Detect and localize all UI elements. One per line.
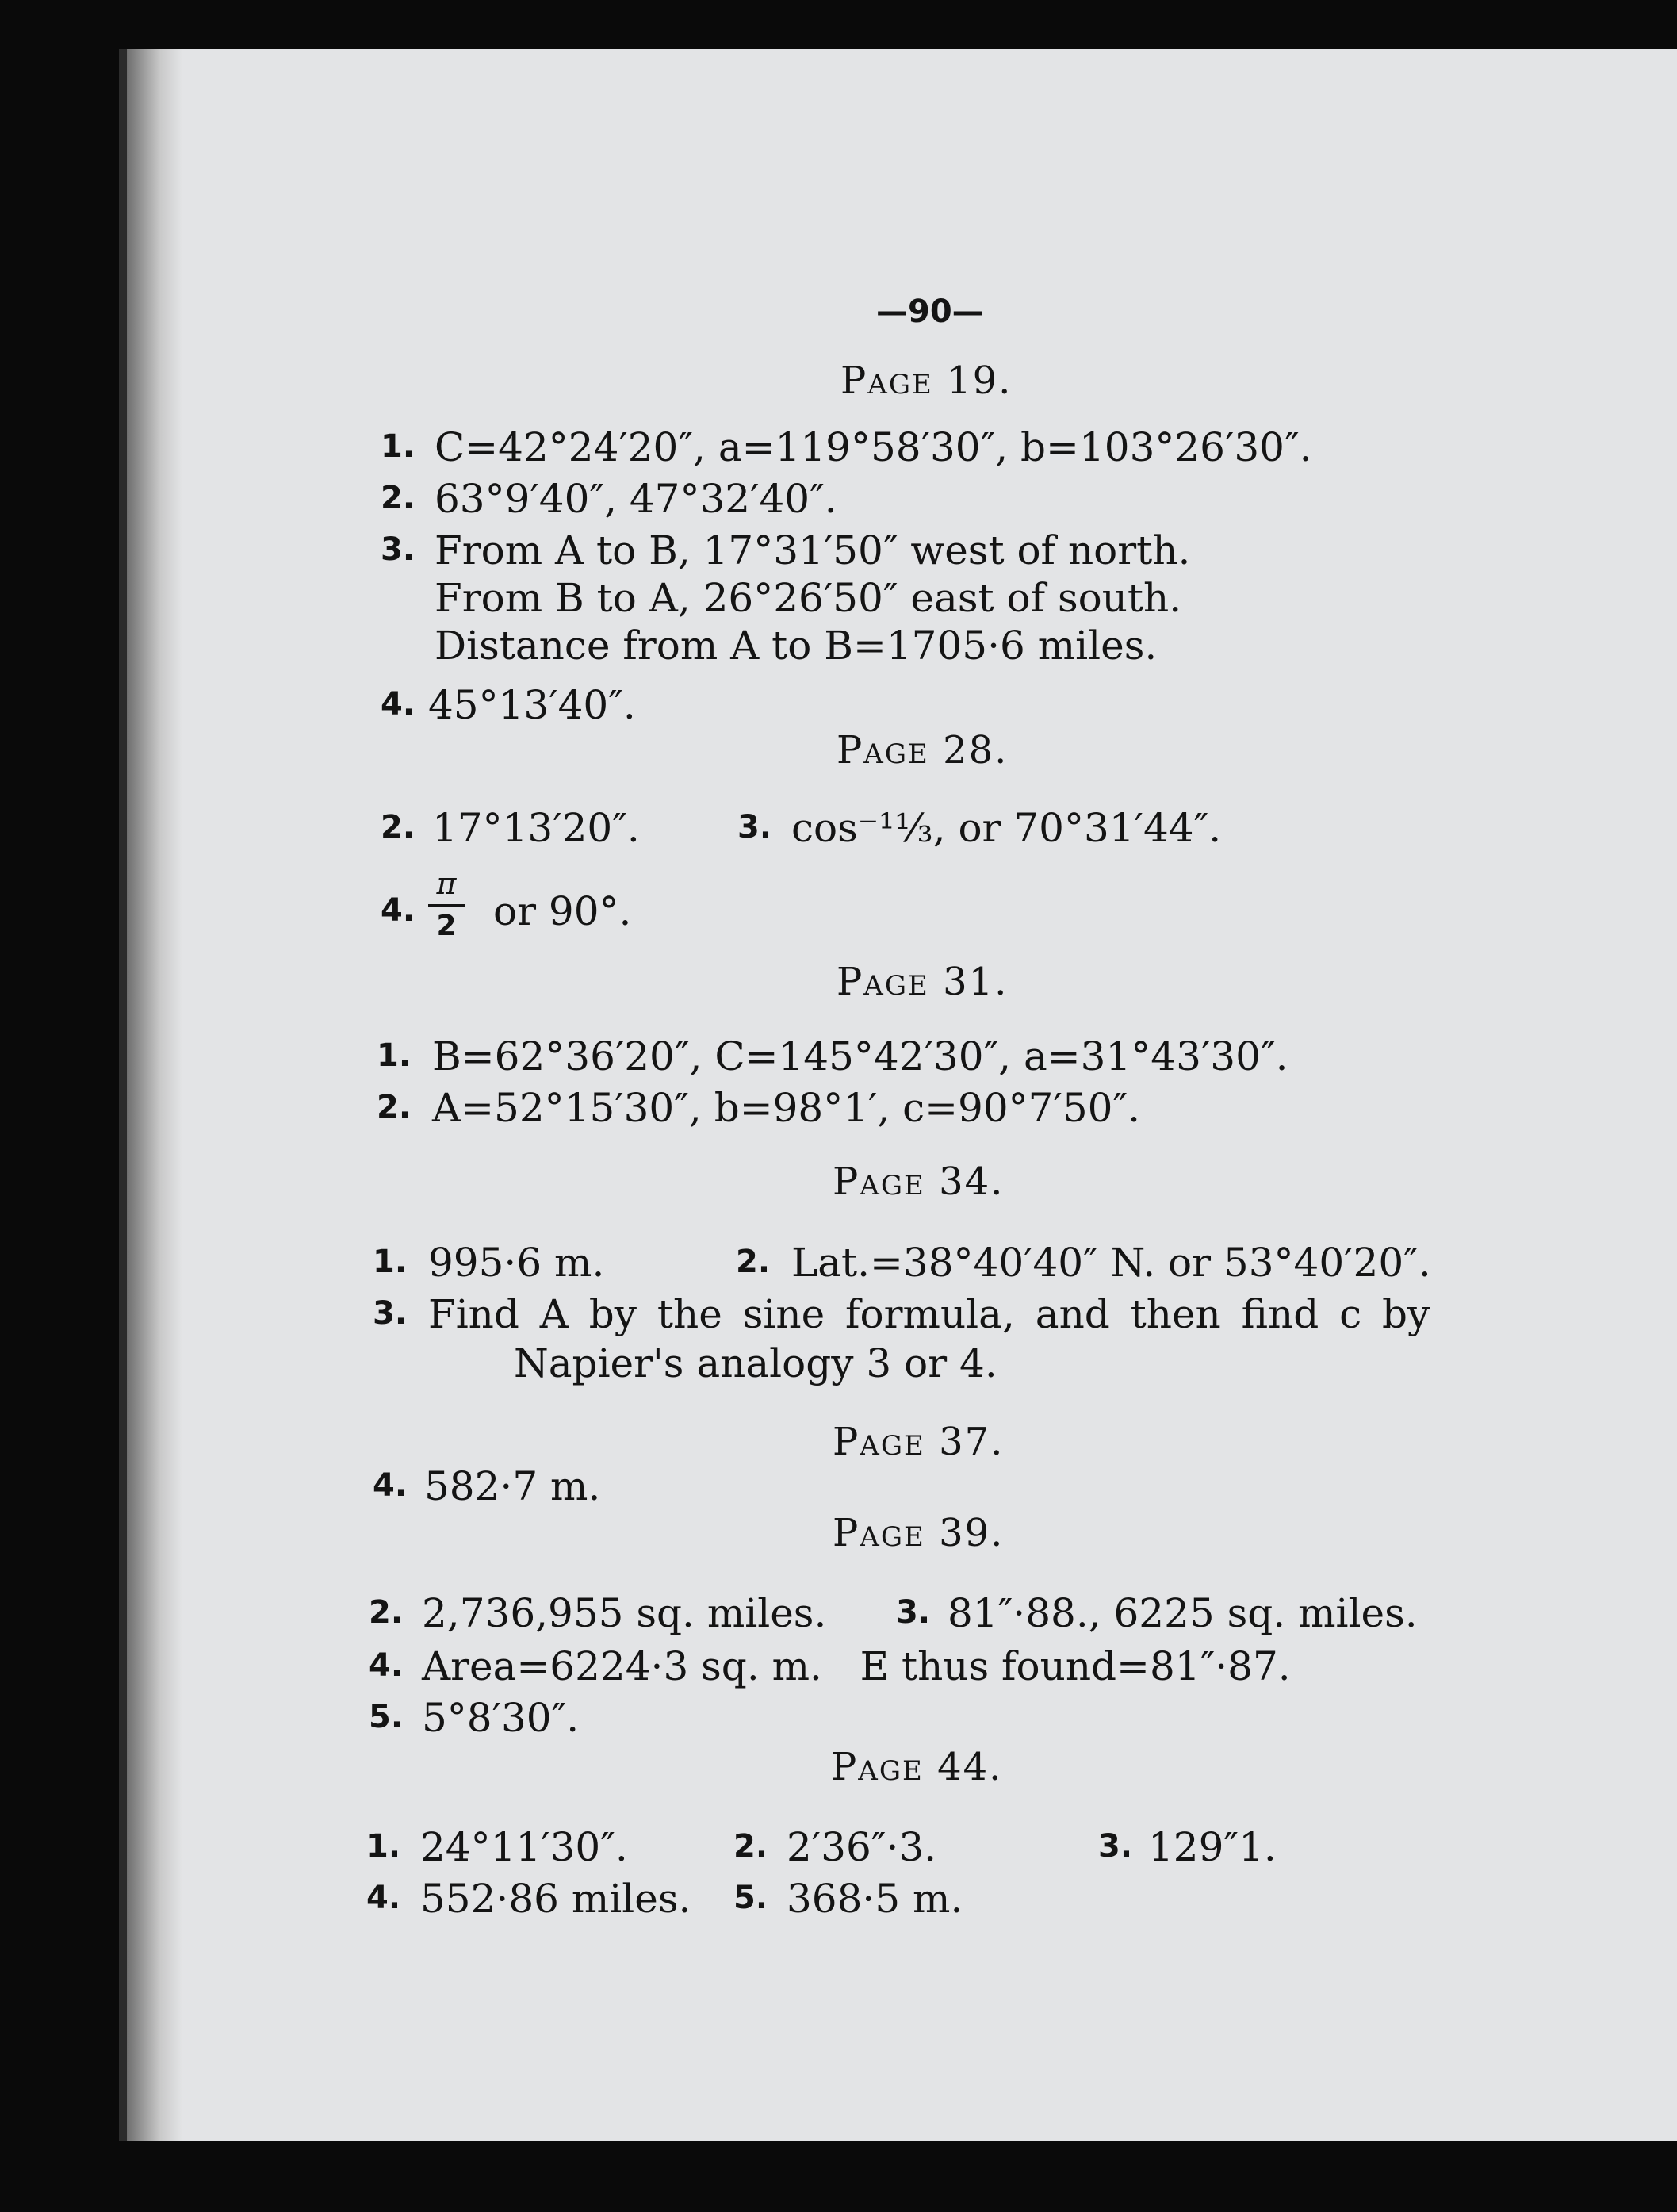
item-number: 3.	[737, 809, 772, 845]
section-heading-page-19: Page 19.	[840, 358, 1013, 403]
section-heading-page-28: Page 28.	[837, 728, 1009, 772]
answer-line: From B to A, 26°26′50″ east of south.	[435, 575, 1182, 621]
item-number: 5.	[733, 1880, 768, 1916]
answer-text: 2,736,955 sq. miles.	[422, 1590, 827, 1636]
section-heading-page-44: Page 44.	[831, 1745, 1003, 1789]
item-number: 4.	[369, 1647, 404, 1684]
item-number: 4.	[381, 892, 415, 929]
fraction-numerator: π	[436, 866, 457, 901]
answer-text: C=42°24′20″, a=119°58′30″, b=103°26′30″.	[435, 424, 1312, 470]
item-number: 4.	[381, 686, 415, 723]
section-heading-page-39: Page 39.	[833, 1511, 1005, 1555]
answer-text: 995·6 m.	[428, 1240, 605, 1286]
page-number: —90—	[876, 293, 984, 330]
answer-text: 582·7 m.	[424, 1463, 601, 1509]
answer-line: Find A by the sine formula, and then find c by	[428, 1291, 1430, 1337]
fraction	[428, 866, 465, 942]
answer-text: 24°11′30″.	[420, 1824, 628, 1870]
item-number: 3.	[373, 1295, 408, 1332]
item-number: 1.	[377, 1037, 412, 1074]
item-number: 1.	[373, 1244, 408, 1280]
answer-text: or 90°.	[493, 888, 632, 934]
item-number: 2.	[736, 1244, 771, 1280]
answer-text: 17°13′20″.	[432, 805, 640, 851]
answer-text: cos⁻¹⅓, or 70°31′44″.	[791, 805, 1222, 851]
answer-text: 81″·88., 6225 sq. miles.	[948, 1590, 1418, 1636]
section-heading-page-34: Page 34.	[833, 1160, 1005, 1204]
item-number: 2.	[381, 809, 415, 845]
item-number: 3.	[896, 1594, 931, 1631]
item-number: 2.	[377, 1089, 412, 1125]
item-number: 4.	[373, 1467, 408, 1504]
answer-text: 45°13′40″.	[428, 682, 636, 728]
answer-text: 552·86 miles.	[420, 1876, 691, 1922]
section-heading-page-37: Page 37.	[833, 1420, 1005, 1464]
answer-line: Distance from A to B=1705·6 miles.	[435, 623, 1158, 669]
item-number: 5.	[369, 1699, 404, 1735]
answer-text: 63°9′40″, 47°32′40″.	[435, 476, 837, 522]
section-heading-page-31: Page 31.	[837, 960, 1009, 1004]
item-number: 1.	[381, 428, 415, 465]
answer-text: 129″1.	[1148, 1824, 1277, 1870]
item-number: 2.	[381, 480, 415, 516]
answer-text: 5°8′30″.	[422, 1695, 580, 1741]
answer-text: 368·5 m.	[787, 1876, 963, 1922]
item-number: 3.	[381, 531, 415, 568]
item-number: 1.	[366, 1828, 401, 1865]
item-number: 2.	[369, 1594, 404, 1631]
fraction-bar	[428, 904, 465, 907]
item-number: 2.	[733, 1828, 768, 1865]
fraction-denominator: 2	[436, 910, 457, 942]
answer-text: Area=6224·3 sq. m. E thus found=81″·87.	[422, 1643, 1291, 1689]
answer-text: A=52°15′30″, b=98°1′, c=90°7′50″.	[432, 1085, 1141, 1131]
answer-text: B=62°36′20″, C=145°42′30″, a=31°43′30″.	[432, 1033, 1288, 1079]
answer-text: 2′36″·3.	[787, 1824, 937, 1870]
answer-line: Napier's analogy 3 or 4.	[514, 1340, 997, 1386]
answer-text: Lat.=38°40′40″ N. or 53°40′20″.	[791, 1240, 1431, 1286]
item-number: 4.	[366, 1880, 401, 1916]
answer-line: From A to B, 17°31′50″ west of north.	[435, 527, 1191, 573]
item-number: 3.	[1098, 1828, 1133, 1865]
